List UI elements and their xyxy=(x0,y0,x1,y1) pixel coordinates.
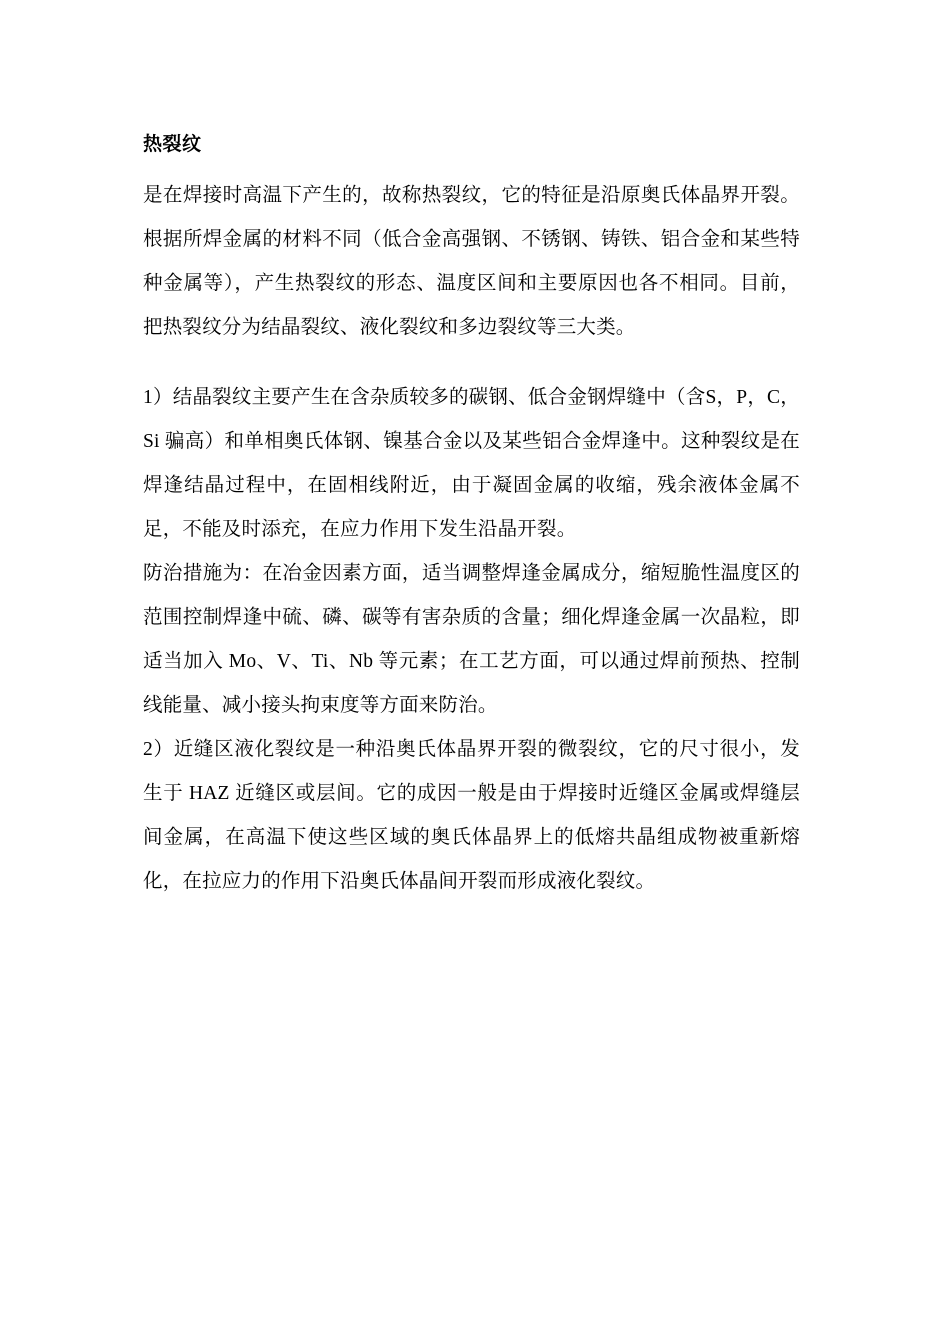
paragraph-intro: 是在焊接时高温下产生的，故称热裂纹，它的特征是沿原奥氏体晶界开裂。根据所焊金属的材料不同（低合金高强钢、不锈钢、铸铁、铝合金和某些特种金属等），产生热裂纹的形态、温度区间和主要原因也各不相同。目前，把热裂纹分为结晶裂纹、液化裂纹和多边裂纹等三大类。 xyxy=(143,185,800,338)
paragraph-item-2: 2）近缝区液化裂纹是一种沿奥氏体晶界开裂的微裂纹，它的尺寸很小，发生于 HAZ 近缝区或层间。它的成因一般是由于焊接时近缝区金属或焊缝层间金属，在高温下使这些区域的奥氏体晶界上的低熔共晶组成物被重新熔化，在拉应力的作用下沿奥氏体晶间开裂而形成液化裂纹。 xyxy=(143,739,800,892)
paragraph-item-1-measures: 防治措施为：在冶金因素方面，适当调整焊逢金属成分，缩短脆性温度区的范围控制焊逢中硫、磷、碳等有害杂质的含量；细化焊逢金属一次晶粒，即适当加入 Mo、V、Ti、Nb 等元素；在工艺方面，可以通过焊前预热、控制线能量、减小接头拘束度等方面来防治。 xyxy=(143,563,800,716)
paragraph-item-1: 1）结晶裂纹主要产生在含杂质较多的碳钢、低合金钢焊缝中（含S，P，C，Si 骗高）和单相奥氏体钢、镍基合金以及某些铝合金焊逢中。这种裂纹是在焊逢结晶过程中，在固相线附近，由于凝固金属的收缩，残余液体金属不足，不能及时添充，在应力作用下发生沿晶开裂。 xyxy=(143,387,800,540)
page-title: 热裂纹 xyxy=(143,134,202,155)
